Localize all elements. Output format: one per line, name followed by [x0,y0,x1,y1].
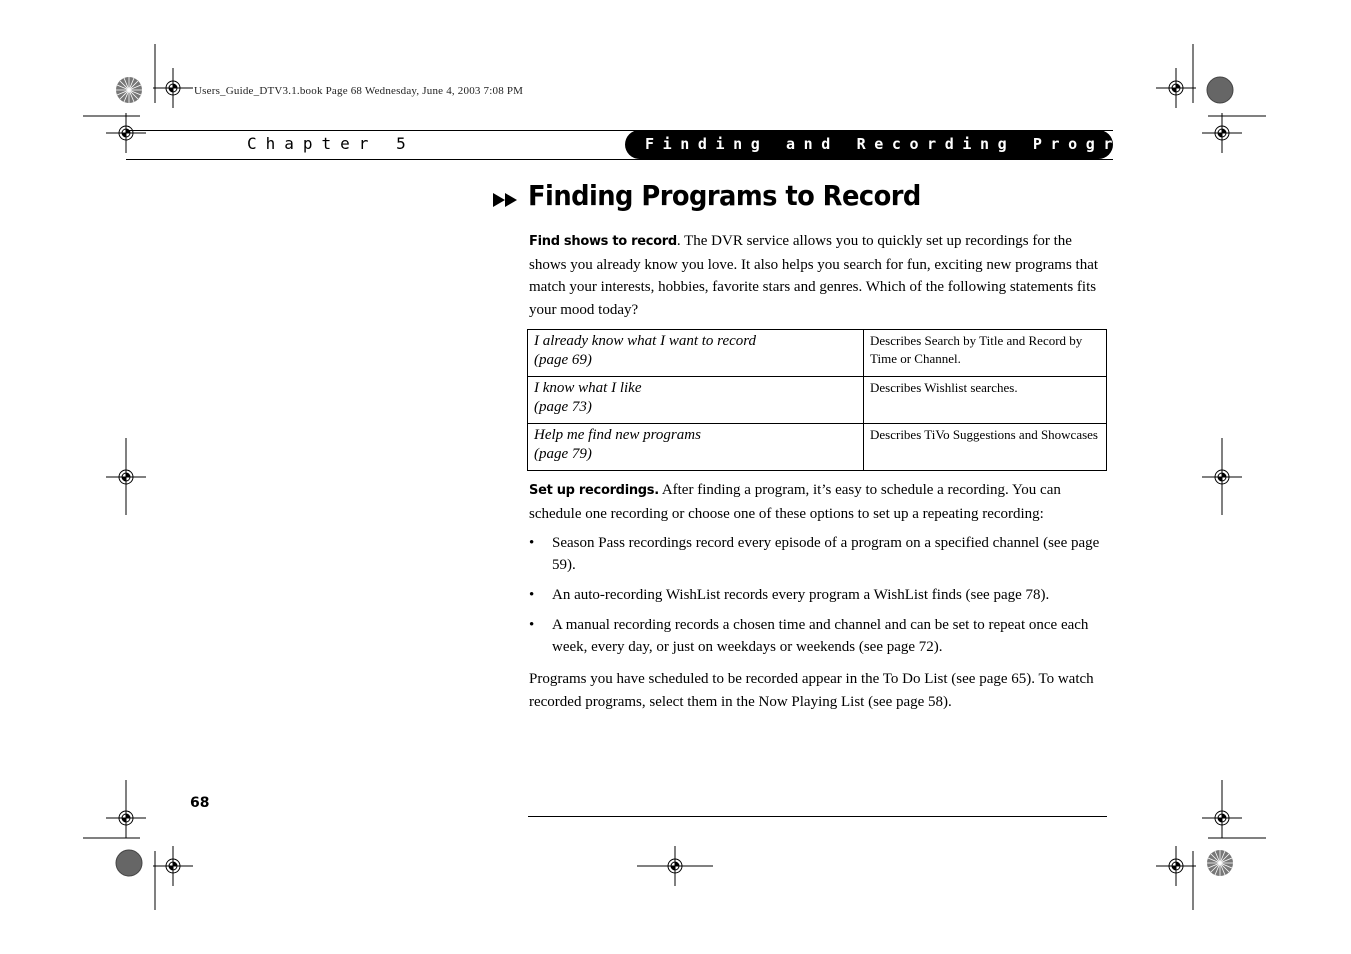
setup-text: After finding a program, it’s easy to schedule a recording. You can schedule one recording or choose one of these options to set up a repeating recording: [529,482,1061,522]
setup-paragraph [529,479,1109,525]
star-target-icon [116,77,142,103]
footer-rule [528,816,1107,817]
options-table [527,329,1107,471]
statement-cell [528,424,864,471]
page-heading: Finding Programs to Record [528,179,921,212]
recording-options-list [529,532,1109,666]
double-arrow-icon [493,191,519,209]
bullet-icon: • [529,535,535,551]
header-rule-bottom [126,159,1113,160]
bullet-icon: • [529,587,535,603]
list-item [529,614,1109,658]
page-number: 68 [190,795,210,811]
intro-paragraph [529,230,1109,321]
description-cell: Describes TiVo Suggestions and Showcases [864,424,1107,471]
list-item-text: An auto-recording WishList records every program a WishList finds (see page 78). [552,587,1050,603]
list-item-text: Season Pass recordings record every episode of a program on a specified channel (see page 59). [552,535,1100,573]
statement-cell [528,330,864,377]
section-title: Finding and Recording Programs [625,130,1113,159]
intro-text: . The DVR service allows you to quickly set up recordings for the shows you already know you love. It also helps you search for fun, exciting new programs that match your interests, hobbies, favorite stars and genres. Which of the following statements fits your mood today? [529,233,1099,318]
gray-swatch-icon [116,850,142,876]
statement-page: (page 79) [534,446,592,462]
statement-text: Help me find new programs [534,427,701,443]
table-row [528,424,1107,471]
print-slug: Users_Guide_DTV3.1.book Page 68 Wednesday, June 4, 2003 7:08 PM [194,85,524,97]
description-cell: Describes Search by Title and Record by Time or Channel. [864,330,1107,377]
list-item [529,584,1109,606]
list-item-text: A manual recording records a chosen time and channel and can be set to repeat once each week, every day, or just on weekdays or weekends (see page 72). [552,617,1089,655]
closing-paragraph: Programs you have scheduled to be recorded appear in the To Do List (see page 65). To watch recorded programs, select them in the Now Playing List (see page 58). [529,671,1094,710]
chapter-label: Chapter 5 [247,134,415,153]
statement-page: (page 69) [534,352,592,368]
description-cell: Describes Wishlist searches. [864,377,1107,424]
setup-runin: Set up recordings. [529,483,659,498]
statement-page: (page 73) [534,399,592,415]
gray-swatch-icon [1207,77,1233,103]
table-row [528,377,1107,424]
statement-text: I know what I like [534,380,642,396]
list-item [529,532,1109,576]
star-target-icon [1207,850,1233,876]
statement-cell [528,377,864,424]
bullet-icon: • [529,617,535,633]
statement-text: I already know what I want to record [534,333,757,349]
intro-runin: Find shows to record [529,234,677,249]
table-row [528,330,1107,377]
